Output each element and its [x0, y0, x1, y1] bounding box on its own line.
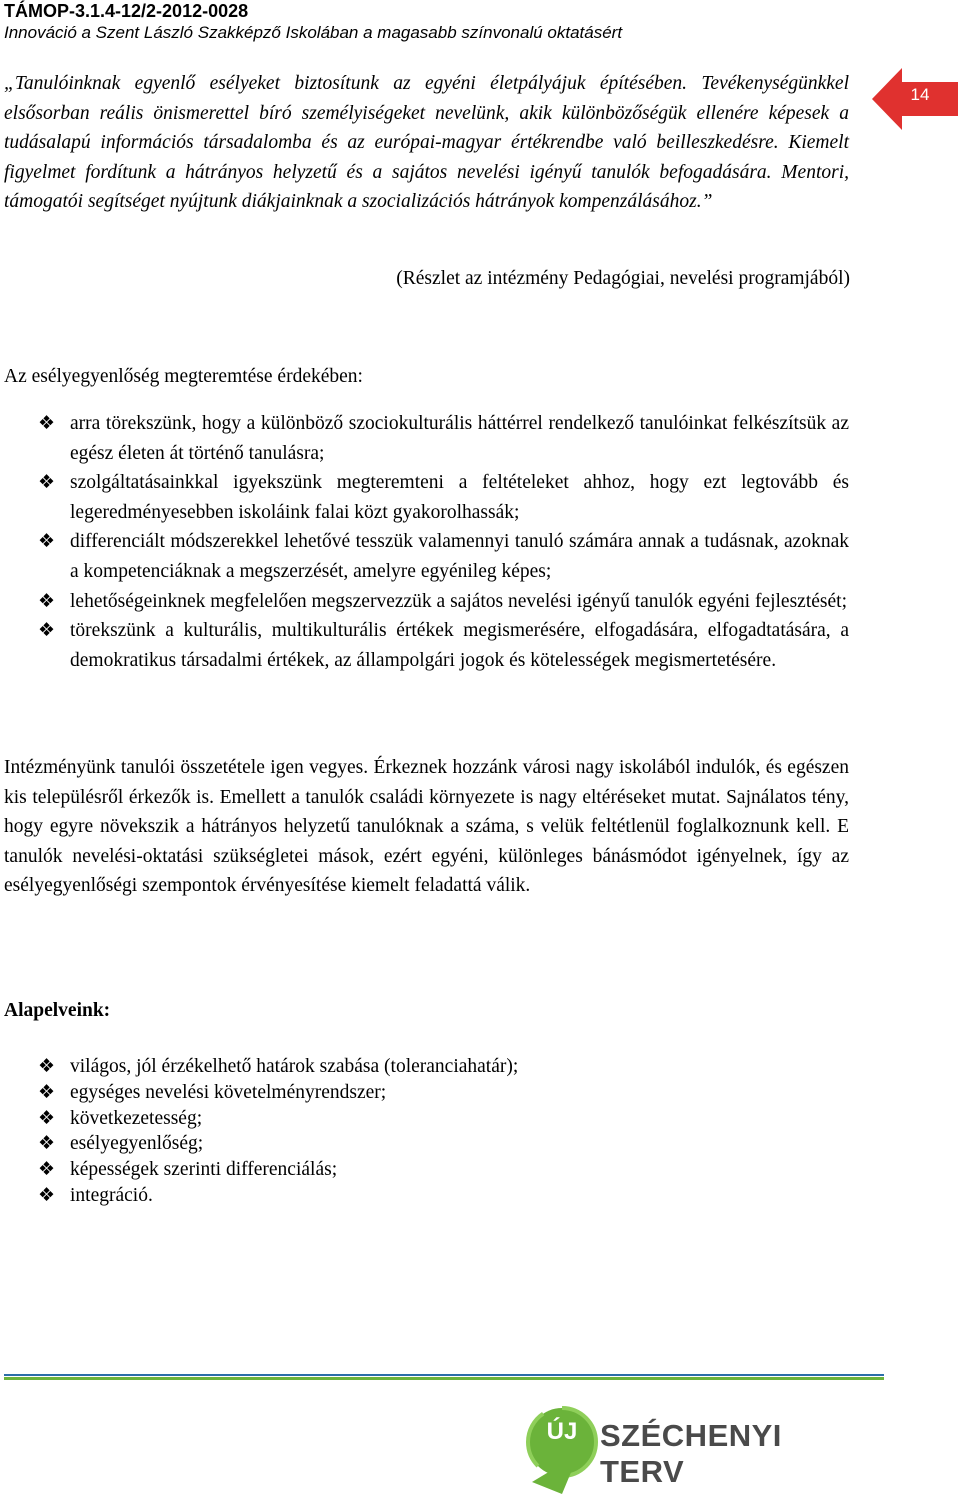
- diamond-bullet-icon: ❖: [38, 412, 56, 434]
- equal-opportunity-intro: Az esélyegyenlőség megteremtése érdekében:: [4, 366, 363, 387]
- diamond-bullet-icon: ❖: [38, 1158, 56, 1181]
- footer-divider: [4, 1374, 884, 1380]
- list-item: ❖ arra törekszünk, hogy a különböző szociokulturális háttérrel rendelkező tanulóinkat felkészítsük az egész életen át történő tanulásra;: [4, 409, 849, 468]
- list-item: ❖ törekszünk a kulturális, multikulturális értékek megismerésére, elfogadására, elfogadtatására, a demokratikus társadalmi értékek, az állampolgári jogok és kötelességek megismertetésére.: [4, 616, 849, 675]
- list-item: ❖ következetesség;: [4, 1106, 849, 1132]
- szechenyi-terv-logo: [522, 1396, 852, 1498]
- diamond-bullet-icon: ❖: [38, 471, 56, 494]
- page-number-badge: [872, 68, 958, 130]
- project-title: Innováció a Szent László Szakképző Iskolában a magasabb színvonalú oktatásért: [4, 23, 623, 42]
- diamond-bullet-icon: ❖: [38, 530, 56, 553]
- student-composition-paragraph: Intézményünk tanulói összetétele igen vegyes. Érkeznek hozzánk városi nagy iskolából indulók, és egészen kis településről érkezők is. Emellett a tanulók családi környezete is nagy eltéréseket mutat. Sajnálatos tény, hogy egyre növekszik a hátrányos helyzetű tanulóknak a száma, s velük feltétlenül foglalkoznunk kell. E tanulók nevelési-oktatási szükségletei mások, ezért egyéni, különleges bánásmódot igényelnek, így az esélyegyenlőségi szempontok érvényesítése kiemelt feladattá válik.: [4, 757, 849, 897]
- list-item: ❖ esélyegyenlőség;: [4, 1131, 849, 1157]
- list-item: ❖ egységes nevelési követelményrendszer;: [4, 1080, 849, 1106]
- list-item: ❖ differenciált módszerekkel lehetővé tesszük valamennyi tanuló számára annak a tudásnak, azoknak a kompetenciáknak a megszerzését, amelyre egyénileg képes;: [4, 527, 849, 586]
- principles-heading: Alapelveink:: [4, 1000, 111, 1021]
- quote-source: (Részlet az intézmény Pedagógiai, nevelési programjából): [396, 268, 850, 289]
- diamond-bullet-icon: ❖: [38, 1106, 56, 1129]
- page-number: 14: [910, 85, 930, 104]
- list-item: ❖ képességek szerinti differenciálás;: [4, 1157, 849, 1183]
- equal-opportunity-list: [4, 409, 849, 675]
- logo-prefix: ÚJ: [546, 1418, 578, 1445]
- diamond-bullet-icon: ❖: [38, 619, 56, 642]
- list-item: ❖ szolgáltatásainkkal igyekszünk megteremteni a feltételeket ahhoz, hogy ezt legtovább és legeredményesebben iskoláink falai közt gyakorolhassák;: [4, 468, 849, 527]
- logo-emblem-icon: [522, 1396, 602, 1498]
- diamond-bullet-icon: ❖: [38, 1055, 56, 1077]
- diamond-bullet-icon: ❖: [38, 1080, 56, 1103]
- list-item: ❖ világos, jól érzékelhető határok szabása (toleranciahatár);: [4, 1054, 849, 1080]
- diamond-bullet-icon: ❖: [38, 589, 56, 612]
- list-item: ❖ integráció.: [4, 1183, 849, 1209]
- project-code: TÁMOP-3.1.4-12/2-2012-0028: [4, 1, 249, 21]
- diamond-bullet-icon: ❖: [38, 1183, 56, 1206]
- logo-text: SZÉCHENYI TERV: [600, 1418, 782, 1489]
- diamond-bullet-icon: ❖: [38, 1132, 56, 1155]
- list-item: ❖ lehetőségeinknek megfelelően megszervezzük a sajátos nevelési igényű tanulók egyéni fejlesztését;: [4, 587, 849, 617]
- principles-list: [4, 1054, 849, 1209]
- mission-quote: „Tanulóinknak egyenlő esélyeket biztosítunk az egyéni életpályájuk építésében. Tevékenységünkkel elsősorban reális önismerettel bíró személyiségeket nevelünk, akik különbözőségük ellenére képesek a tudásalapú információs társadalomba és az európai-magyar értékrendbe való beilleszkedésre. Kiemelt figyelmet fordítunk a hátrányos helyzetű és a sajátos nevelési igényű tanulók befogadására. Mentori, támogatói segítséget nyújtunk diákjainknak a szocializációs hátrányok kompenzálásához.”: [4, 73, 849, 213]
